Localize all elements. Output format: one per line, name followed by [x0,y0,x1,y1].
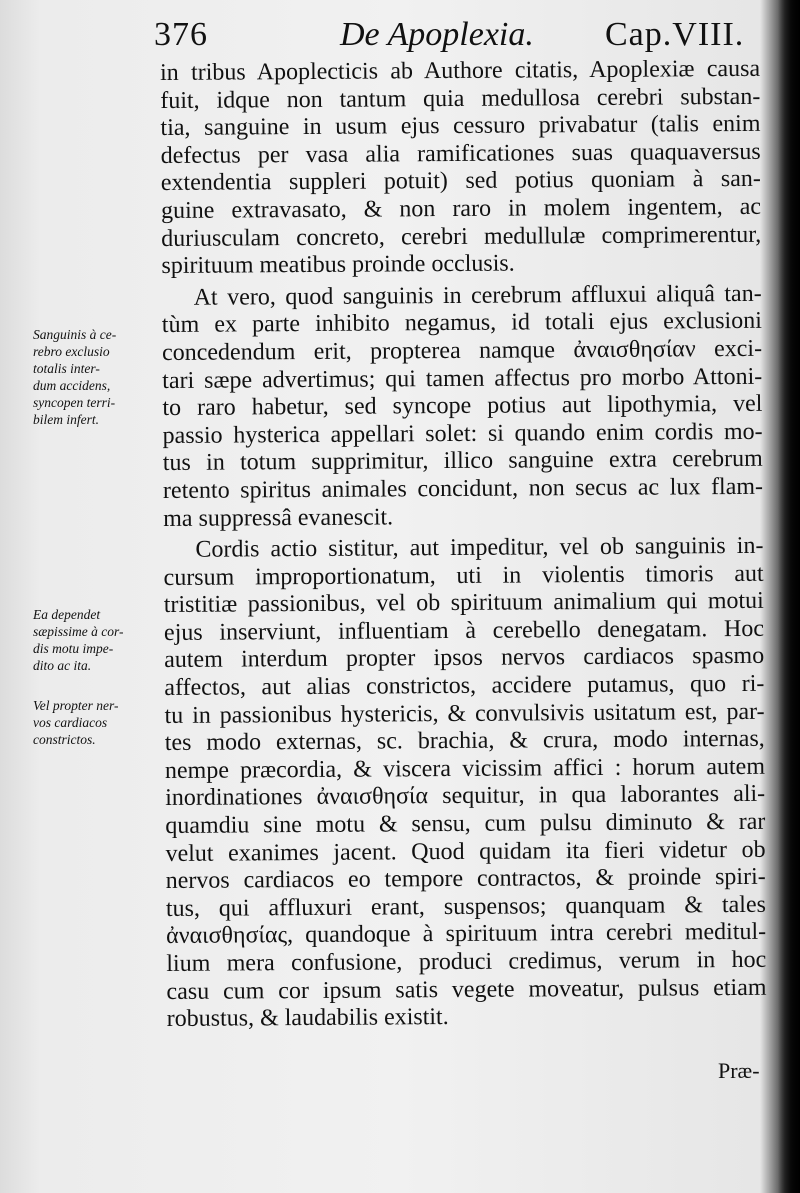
text-line: duriusculam concreto, cerebri medullulæ comprimerentur, [161,221,762,252]
margin-note-line: Vel propter ner- [33,698,119,713]
text-line: quamdiu sine motu & sensu, cum pulsu diminuto & rar [165,808,766,840]
paragraph-3 [163,533,766,1034]
text-line: fuit, idque non tantum quia medullosa cerebri substan- [160,83,761,114]
text-line: tus in totum supprimitur, illico sanguine extra cerebrum [162,446,763,477]
page-number: 376 [154,16,208,53]
chapter-label: Cap.VIII. [605,16,745,53]
margin-note-line: dis motu impe- [33,641,114,656]
text-line: cursum improportionatum, uti in violentis timoris aut [163,560,764,591]
catchword: Præ- [718,1058,760,1083]
text-line: tùm ex parte inhibito negamus, id totali ejus exclusioni [161,308,762,339]
text-line: velut exanimes jacent. Quod quidam ita fieri videtur ob [165,836,766,867]
text-line: tus, qui affluxuri erant, suspensos; quanquam & tales [165,891,767,922]
margin-note-line: dum accidens, [33,378,111,393]
text-line: retento spiritus animales concidunt, non secus ac lux flam- [162,473,764,504]
text-line: extendentia suppleri potuit) sed potius quoniam à san- [160,166,761,197]
text-line: lium mera confusione, produci credimus, verum in hoc [166,946,767,977]
text-line: tu in passionibus hystericis, & convulsivis usitatum est, par- [164,698,765,729]
text-line: tia, sanguine in usum ejus cessuro privabatur (talis enim [160,110,761,142]
margin-note-line: vos cardiacos [33,715,108,730]
main-text [160,56,767,1034]
text-line: nervos cardiacos eo tempore contractos, & proinde spiri- [165,864,766,895]
margin-note-sanguinis [33,326,151,428]
margin-note-line: dito ac ita. [33,658,92,673]
paragraph-1 [160,56,762,281]
text-line: spirituum meatibus proinde occlusis. [161,250,515,280]
binding-shadow [778,0,800,1193]
text-line: concedendum erit, propterea namque ἀναισθησίαν exci- [161,335,763,366]
text-line: nempe præcordia, & viscera vicissim affici : horum autem [164,753,766,784]
margin-note-ea-dependet [33,606,151,674]
text-line: affectos, aut alias constrictos, accidere putamus, quo ri- [164,670,765,702]
text-line: robustus, & laudabilis existit. [166,1004,449,1033]
text-line: At vero, quod sanguinis in cerebrum affluxui aliquâ tan- [193,280,762,311]
margin-note-line: bilem infert. [33,412,99,427]
margin-note-line: Ea dependet [33,607,101,622]
running-title: De Apoplexia. [340,16,534,53]
text-line: inordinationes ἀναισθησία sequitur, in qua laborantes ali- [165,781,766,812]
margin-note-line: Sanguinis à ce- [33,327,117,342]
text-line: defectus per vasa alia ramificationes suas quaquaversus [160,138,761,169]
margin-note-line: totalis inter- [33,361,100,376]
margin-note-line: rebro exclusio [33,344,110,359]
text-line: to raro habetur, sed syncope potius aut lipothymia, vel [162,390,763,422]
text-line: passio hysterica appellari solet: si quando enim cordis mo- [162,418,763,449]
text-line: ejus inserviunt, influentiam à cerebello denegatam. Hoc [163,615,765,646]
text-line: autem interdum propter ipsos nervos cardiacos spasmo [164,643,765,674]
margin-note-vel-propter [33,697,151,748]
text-line: Cordis actio sistitur, aut impeditur, vel ob sanguinis in- [195,532,764,563]
text-line: tari sæpe advertimus; qui tamen affectus pro morbo Attoni- [162,363,763,394]
text-line: in tribus Apoplecticis ab Authore citatis, Apoplexiæ causa [160,55,761,86]
text-line: ma suppressâ evanescit. [163,503,394,532]
text-line: ἀναισθησίας, quandoque à spirituum intra cerebri meditul- [166,919,767,950]
page-header [150,12,760,62]
margin-note-line: sæpissime à cor- [33,624,124,639]
text-line: casu cum cor ipsum satis vegete moveatur, pulsus etiam [166,974,767,1005]
margin-note-line: syncopen terri- [33,395,116,410]
text-line: tristitiæ passionibus, vel ob spirituum animalium qui motui [163,588,764,619]
text-line: tes modo externas, sc. brachia, & crura, modo internas, [164,726,765,757]
margin-note-line: constrictos. [33,732,96,747]
text-line: guine extravasato, & non raro in molem ingentem, ac [160,193,762,224]
paragraph-2 [162,281,764,534]
